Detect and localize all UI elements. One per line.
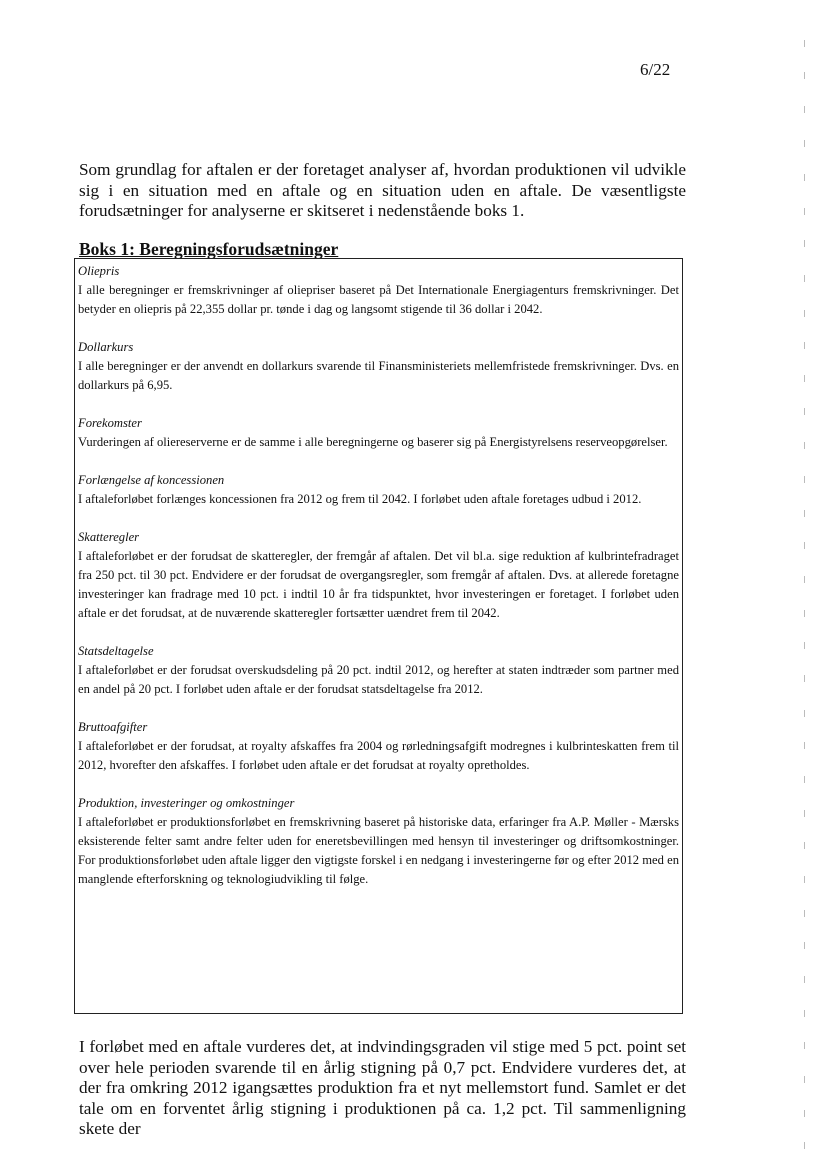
conclusion-paragraph: I forløbet med en aftale vurderes det, at indvindingsgraden vil stige med 5 pct. point set over hele perioden svarende til en årlig stigning på 0,7 pct. Endvidere vurderes det, at der fra omkring 2012 igangsættes produktion fra et nyt mellemstort fund. Samlet er det tale om en forventet årlig stigning i produktionen på ca. 1,2 pct. Til sammenligning skete der bbox=[79, 1037, 686, 1138]
section-bruttoafgifter bbox=[78, 718, 679, 775]
section-title: Dollarkurs bbox=[78, 340, 134, 354]
section-title: Skatteregler bbox=[78, 530, 140, 544]
section-title: Produktion, investeringer og omkostninger bbox=[78, 796, 295, 810]
box-title: Boks 1: Beregningsforudsætninger bbox=[79, 239, 339, 259]
section-produktion bbox=[78, 794, 679, 889]
section-title: Forekomster bbox=[78, 416, 142, 430]
scan-margin-marks bbox=[800, 30, 820, 1160]
section-text: I aftaleforløbet forlænges koncessionen fra 2012 og frem til 2042. I forløbet uden aftale foretages udbud i 2012. bbox=[78, 492, 642, 506]
section-title: Bruttoafgifter bbox=[78, 720, 148, 734]
section-text: Vurderingen af oliereserverne er de samme i alle beregningerne og baserer sig på Energistyrelsens reserveopgørelser. bbox=[78, 435, 668, 449]
section-statsdeltagelse bbox=[78, 642, 679, 699]
section-text: I alle beregninger er der anvendt en dollarkurs svarende til Finansministeriets mellemfristede fremskrivninger. Dvs. en dollarkurs på 6,95. bbox=[78, 359, 679, 392]
assumptions-box bbox=[74, 258, 683, 1014]
section-dollarkurs bbox=[78, 338, 679, 395]
section-text: I aftaleforløbet er der forudsat, at royalty afskaffes fra 2004 og rørledningsafgift modregnes i kulbrinteskatten frem til 2012, hvorefter den afskaffes. I forløbet uden aftale er det forudsat at royalty opretholdes. bbox=[78, 739, 679, 772]
section-oliepris bbox=[78, 262, 679, 319]
section-title: Forlængelse af koncessionen bbox=[78, 473, 225, 487]
section-title: Statsdeltagelse bbox=[78, 644, 154, 658]
section-forlaengelse bbox=[78, 471, 679, 509]
page-number: 6/22 bbox=[640, 60, 671, 79]
section-text: I aftaleforløbet er der forudsat de skatteregler, der fremgår af aftalen. Det vil bl.a. sige reduktion af kulbrintefradraget fra 250 pct. til 30 pct. Endvidere er der forudsat de overgangsregler, som fremgår af aftalen. Dvs. at allerede foretagne investeringer kan fradrage med 10 pct. i indtil 10 år fra tidspunktet, hvor investeringen er foretaget. I forløbet uden aftale er det forudsat, at de nuværende skatteregler fortsætter uændret frem til 2042. bbox=[78, 549, 679, 620]
section-skatteregler bbox=[78, 528, 679, 623]
section-text: I aftaleforløbet er der forudsat overskudsdeling på 20 pct. indtil 2012, og herefter at staten indtræder som partner med en andel på 20 pct. I forløbet uden aftale er der forudsat statsdeltagelse fra 2012. bbox=[78, 663, 679, 696]
section-text: I aftaleforløbet er produktionsforløbet en fremskrivning baseret på historiske data, erfaringer fra A.P. Møller - Mærsks eksisterende felter samt andre felter uden for eneretsbevillingen med hensyn til investeringer og driftsomkostninger. For produktionsforløbet uden aftale ligger den vigtigste forskel i en nedgang i investeringerne før og efter 2012 med en manglende efterforskning og teknologiudvikling til følge. bbox=[78, 815, 679, 886]
section-text: I alle beregninger er fremskrivninger af oliepriser baseret på Det Internationale Energiagenturs fremskrivninger. Det betyder en oliepris på 22,355 dollar pr. tønde i dag og langsomt stigende til 36 dollar i 2042. bbox=[78, 283, 679, 316]
section-forekomster bbox=[78, 414, 679, 452]
section-title: Oliepris bbox=[78, 264, 120, 278]
intro-paragraph: Som grundlag for aftalen er der foretaget analyser af, hvordan produktionen vil udvikle sig i en situation med en aftale og en situation uden en aftale. De væsentligste forudsætninger for analyserne er skitseret i nedenstående boks 1. bbox=[79, 160, 686, 220]
